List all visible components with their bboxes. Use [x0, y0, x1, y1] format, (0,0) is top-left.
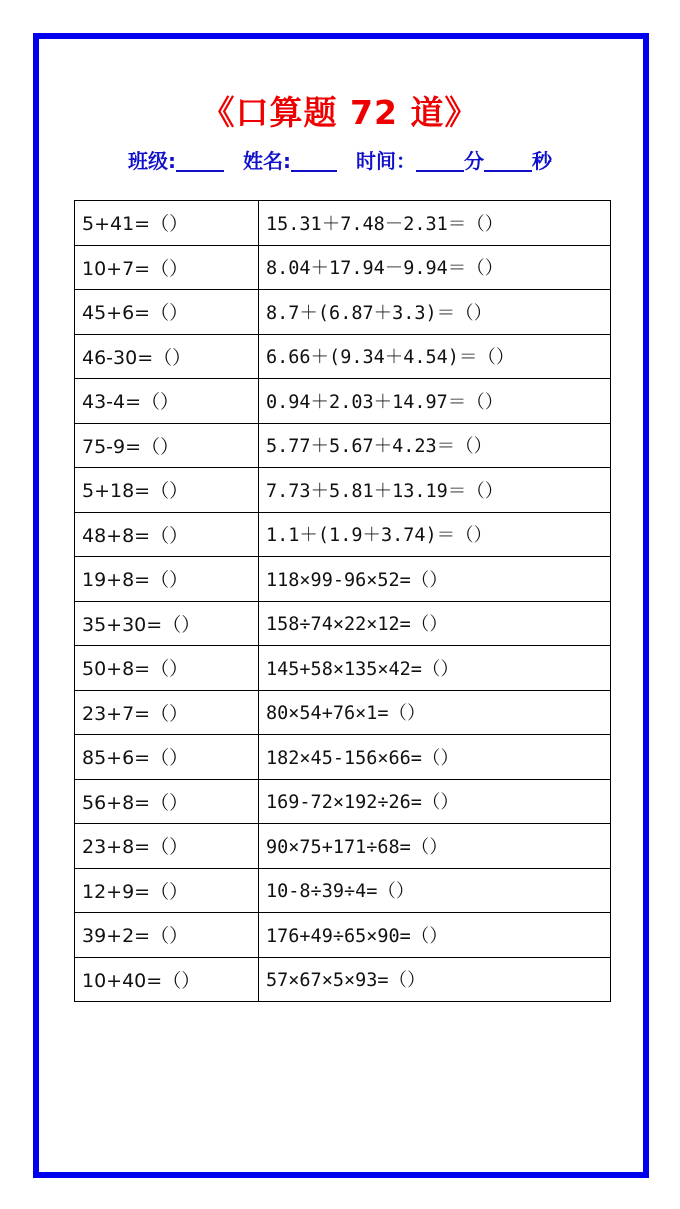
table-row — [75, 868, 611, 913]
table-row — [75, 557, 611, 602]
student-info-line — [0, 145, 680, 174]
problem-left: 10+40=（） — [75, 957, 259, 1002]
table-row — [75, 379, 611, 424]
problem-left: 85+6=（） — [75, 735, 259, 780]
problem-left: 75-9=（） — [75, 423, 259, 468]
name-label: 姓名: — [243, 149, 291, 173]
problem-left: 12+9=（） — [75, 868, 259, 913]
problem-left: 45+6=（） — [75, 290, 259, 335]
time-label: 时间： — [355, 149, 416, 173]
class-blank[interactable] — [176, 148, 224, 172]
problem-left: 23+8=（） — [75, 824, 259, 869]
problem-right: 8.04＋17.94－9.94＝（） — [259, 245, 611, 290]
table-row — [75, 334, 611, 379]
table-row — [75, 957, 611, 1002]
problem-right: 6.66＋(9.34＋4.54)＝（） — [259, 334, 611, 379]
problem-right: 7.73＋5.81＋13.19＝（） — [259, 468, 611, 513]
problem-right: 80×54+76×1=（） — [259, 690, 611, 735]
problem-right: 118×99-96×52=（） — [259, 557, 611, 602]
problem-left: 35+30=（） — [75, 601, 259, 646]
problem-left: 39+2=（） — [75, 913, 259, 958]
table-row — [75, 468, 611, 513]
minutes-blank[interactable] — [416, 148, 464, 172]
problem-left: 23+7=（） — [75, 690, 259, 735]
table-row — [75, 690, 611, 735]
worksheet-title: 《口算题 72 道》 — [201, 93, 479, 132]
problem-left: 19+8=（） — [75, 557, 259, 602]
problem-right: 182×45-156×66=（） — [259, 735, 611, 780]
table-row — [75, 601, 611, 646]
problem-right: 158÷74×22×12=（） — [259, 601, 611, 646]
table-row — [75, 779, 611, 824]
problem-left: 10+7=（） — [75, 245, 259, 290]
problem-right: 8.7＋(6.87＋3.3)＝（） — [259, 290, 611, 335]
table-row — [75, 735, 611, 780]
problem-right: 5.77＋5.67＋4.23＝（） — [259, 423, 611, 468]
minutes-label: 分 — [463, 149, 484, 173]
problem-right: 0.94＋2.03＋14.97＝（） — [259, 379, 611, 424]
table-row — [75, 512, 611, 557]
problem-right: 15.31＋7.48－2.31＝（） — [259, 201, 611, 246]
table-row — [75, 423, 611, 468]
problem-table — [74, 200, 611, 1002]
problem-left: 48+8=（） — [75, 512, 259, 557]
seconds-blank[interactable] — [484, 148, 532, 172]
table-row — [75, 290, 611, 335]
problem-left: 5+41=（） — [75, 201, 259, 246]
problem-right: 1.1＋(1.9＋3.74)＝（） — [259, 512, 611, 557]
class-label: 班级: — [128, 149, 177, 173]
name-blank[interactable] — [291, 148, 337, 172]
table-row — [75, 913, 611, 958]
table-row — [75, 245, 611, 290]
problem-right: 176+49÷65×90=（） — [259, 913, 611, 958]
seconds-label: 秒 — [531, 149, 552, 173]
problem-left: 43-4=（） — [75, 379, 259, 424]
problem-left: 5+18=（） — [75, 468, 259, 513]
table-row — [75, 201, 611, 246]
problem-right: 90×75+171÷68=（） — [259, 824, 611, 869]
problem-right: 10-8÷39÷4=（） — [259, 868, 611, 913]
problem-right: 57×67×5×93=（） — [259, 957, 611, 1002]
problem-left: 56+8=（） — [75, 779, 259, 824]
problem-right: 145+58×135×42=（） — [259, 646, 611, 691]
table-row — [75, 646, 611, 691]
table-row — [75, 824, 611, 869]
problem-left: 50+8=（） — [75, 646, 259, 691]
problem-right: 169-72×192÷26=（） — [259, 779, 611, 824]
problem-left: 46-30=（） — [75, 334, 259, 379]
